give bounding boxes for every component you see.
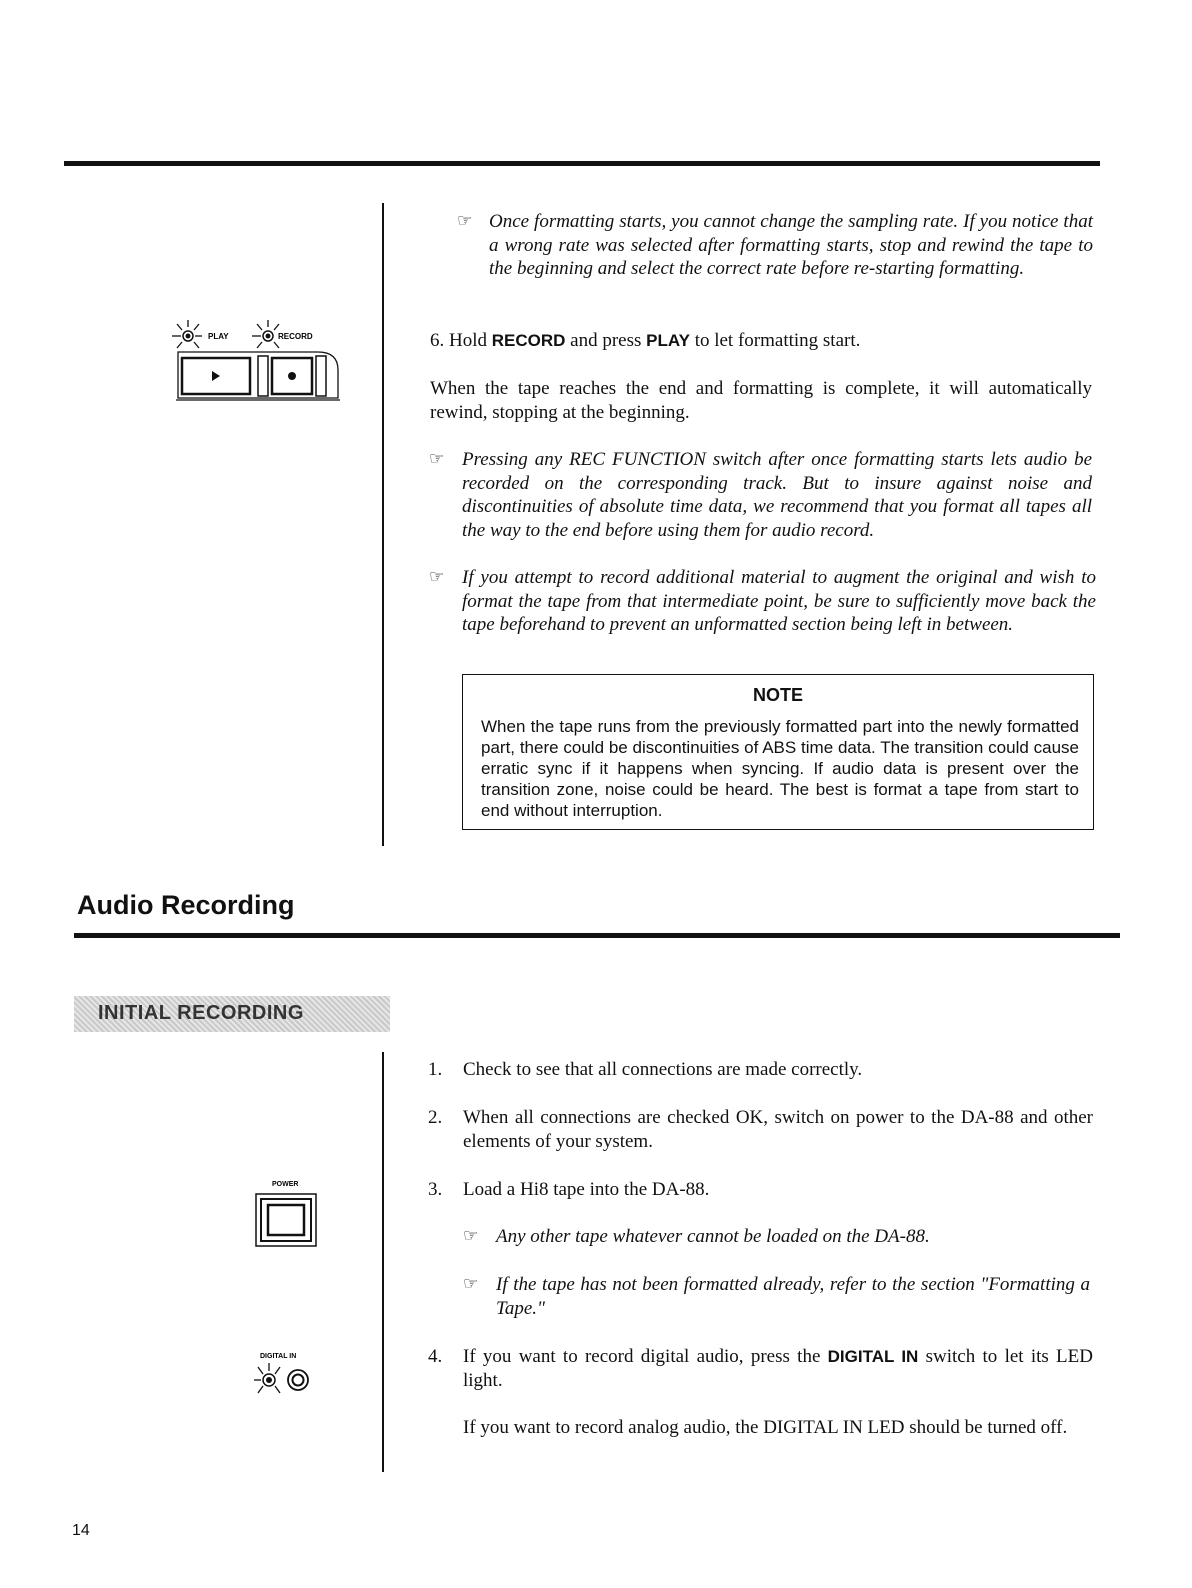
section-title: Audio Recording	[77, 890, 295, 920]
step-3-text: Load a Hi8 tape into the DA-88.	[463, 1179, 710, 1200]
step-1-text: Check to see that all connections are made correctly.	[463, 1059, 863, 1080]
tip-intermediate-point: If you attempt to record additional material to augment the original and wish to format the tape from that intermediate point, be sure to sufficiently move back the tape beforehand to prevent an unformatted section being left in between.	[462, 567, 1096, 635]
tip-hi8-only: Any other tape whatever cannot be loaded on the DA-88.	[496, 1226, 930, 1247]
step-number: 6.	[430, 330, 445, 351]
note-box	[462, 674, 1094, 830]
top-rule	[64, 161, 1100, 166]
note-title: NOTE	[752, 685, 803, 705]
step-4-number: 4.	[428, 1346, 443, 1367]
step-6	[430, 329, 1090, 353]
pointing-hand-icon: ☞	[463, 1274, 479, 1294]
step-2-text: When all connections are checked OK, switch on power to the DA-88 and other elements of your system.	[463, 1107, 1093, 1152]
record-label: RECORD	[278, 332, 313, 341]
power-switch-illustration	[250, 1176, 322, 1248]
step-1-number: 1.	[428, 1059, 443, 1080]
record-led-icon	[252, 320, 279, 348]
play-key-label: PLAY	[646, 331, 690, 350]
pointing-hand-icon: ☞	[463, 1226, 479, 1246]
pointing-hand-icon: ☞	[429, 449, 445, 469]
lower-column-divider	[382, 1052, 384, 1472]
analog-audio-paragraph: If you want to record analog audio, the DIGITAL IN LED should be turned off.	[463, 1417, 1068, 1438]
note-text: When the tape runs from the previously formatted part into the newly formatted part, there could be discontinuities of ABS time data. The transition could cause erratic sync if it happens when syncing. If audio data is present over the transition zone, noise could be heard. The best is format a tape from start to end without interruption.	[481, 717, 1079, 820]
pointing-hand-icon: ☞	[457, 211, 473, 231]
section-rule	[74, 933, 1120, 938]
tip-not-formatted: If the tape has not been formatted already, refer to the section "Formatting a Tape."	[496, 1274, 1090, 1319]
step-3-number: 3.	[428, 1179, 443, 1200]
play-label: PLAY	[208, 332, 229, 341]
record-key-label: RECORD	[491, 331, 566, 350]
subheading-text: INITIAL RECORDING	[98, 1002, 304, 1024]
play-led-icon	[172, 320, 202, 348]
page-number: 14	[72, 1522, 90, 1539]
digital-in-key-label: DIGITAL IN	[827, 1347, 919, 1366]
digital-in-label: DIGITAL IN	[260, 1353, 297, 1360]
subheading-initial-recording	[74, 996, 390, 1032]
digital-in-led-icon	[254, 1363, 280, 1393]
tip-sampling-rate: Once formatting starts, you cannot change the sampling rate. If you notice that a wrong rate was selected after formatting starts, stop and rewind the tape to the beginning and select the correct rate before re-starting formatting.	[489, 211, 1093, 279]
step-text: If you want to record digital audio, press the	[463, 1346, 821, 1367]
step-text: Hold	[449, 330, 487, 351]
step-text: switch to let its LED light.	[463, 1346, 1093, 1391]
power-label: POWER	[272, 1181, 299, 1188]
digital-in-button-icon	[288, 1370, 308, 1390]
tip-rec-function: Pressing any REC FUNCTION switch after once formatting starts lets audio be recorded on the corresponding track. But to insure against noise and discontinuities of absolute time data, we recommend that you format all tapes all the way to the end before using them for audio record.	[462, 449, 1092, 541]
upper-column-divider	[382, 203, 384, 846]
pointing-hand-icon: ☞	[429, 567, 445, 587]
play-record-illustration	[168, 312, 348, 404]
step-2-number: 2.	[428, 1107, 443, 1128]
digital-in-illustration	[238, 1346, 328, 1398]
step-4-text	[463, 1345, 1093, 1392]
step-text: to let formatting start.	[694, 330, 861, 351]
formatting-complete-paragraph: When the tape reaches the end and formatting is complete, it will automatically rewind, stopping at the beginning.	[430, 378, 1092, 423]
step-text: and press	[570, 330, 642, 351]
